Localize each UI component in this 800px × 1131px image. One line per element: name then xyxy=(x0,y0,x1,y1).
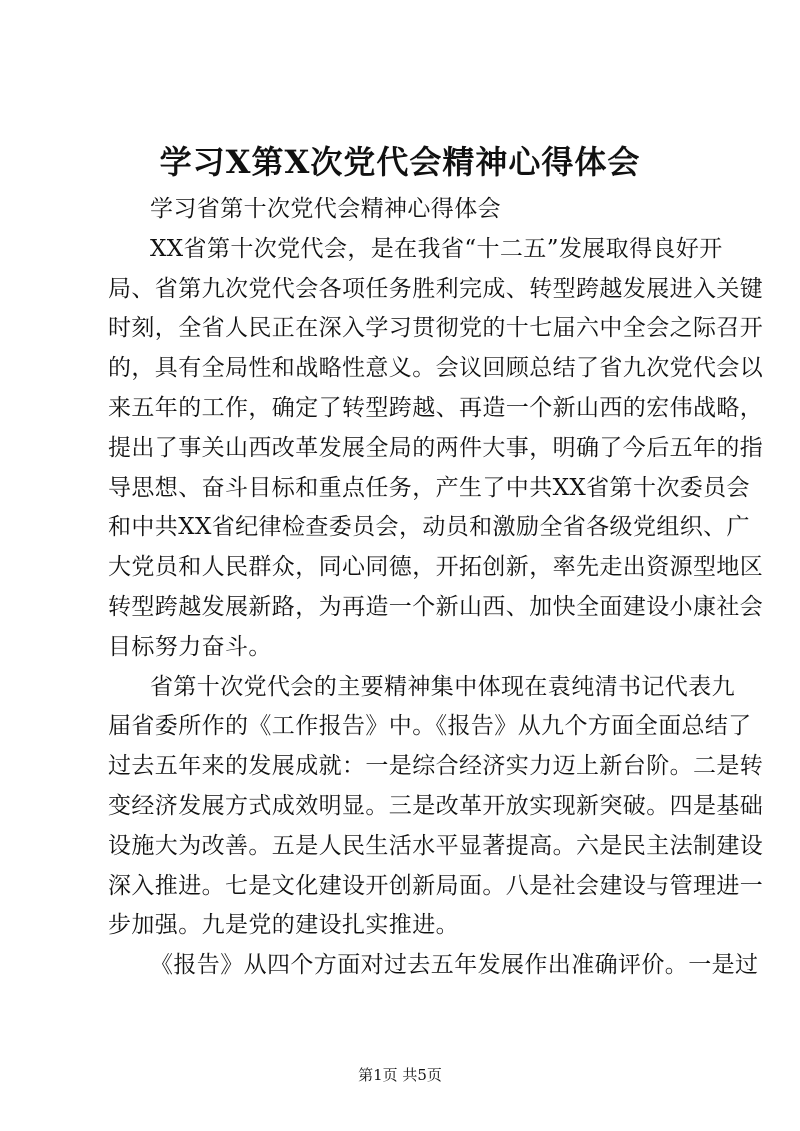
paragraph-line: 的，具有全局性和战略性意义。会议回顾总结了省九次党代会以 xyxy=(108,355,764,382)
page-footer: 第1页 共5页 xyxy=(358,1066,442,1084)
paragraph-line: 时刻，全省人民正在深入学习贯彻党的十七届六中全会之际召开 xyxy=(108,315,764,342)
document-title: 学习X第X次党代会精神心得体会 xyxy=(159,143,641,181)
paragraph-line: 深入推进。七是文化建设开创新局面。八是社会建设与管理进一 xyxy=(108,872,764,899)
paragraph-line: 局、省第九次党代会各项任务胜利完成、转型跨越发展进入关键 xyxy=(108,275,764,302)
document-body xyxy=(108,190,764,986)
paragraph-line: 设施大为改善。五是人民生活水平显著提高。六是民主法制建设 xyxy=(108,832,764,859)
paragraph-line: 步加强。九是党的建设扎实推进。 xyxy=(108,912,459,939)
paragraph-line: 提出了事关山西改革发展全局的两件大事，明确了今后五年的指 xyxy=(108,434,764,461)
paragraph-line: 导思想、奋斗目标和重点任务，产生了中共XX省第十次委员会 xyxy=(108,474,750,501)
paragraph-line: 省第十次党代会的主要精神集中体现在袁纯清书记代表九 xyxy=(150,673,735,700)
paragraph-line: 和中共XX省纪律检查委员会，动员和激励全省各级党组织、广 xyxy=(108,514,750,541)
paragraph-line: 过去五年来的发展成就：一是综合经济实力迈上新台阶。二是转 xyxy=(108,753,764,780)
paragraph-line: 变经济发展方式成效明显。三是改革开放实现新突破。四是基础 xyxy=(108,792,764,819)
paragraph-line: 届省委所作的《工作报告》中。《报告》从九个方面全面总结了 xyxy=(108,713,752,740)
paragraph-line: 转型跨越发展新路，为再造一个新山西、加快全面建设小康社会 xyxy=(108,593,764,620)
paragraph-line: 目标努力奋斗。 xyxy=(108,633,272,660)
paragraph-line: 来五年的工作，确定了转型跨越、再造一个新山西的宏伟战略， xyxy=(108,394,764,421)
paragraph-line: 大党员和人民群众，同心同德，开拓创新，率先走出资源型地区 xyxy=(108,554,764,581)
subtitle-line: 学习省第十次党代会精神心得体会 xyxy=(150,196,501,222)
paragraph-line: 《报告》从四个方面对过去五年发展作出准确评价。一是过 xyxy=(150,952,759,979)
paragraph-line: XX省第十次党代会，是在我省“十二五”发展取得良好开 xyxy=(150,235,723,262)
